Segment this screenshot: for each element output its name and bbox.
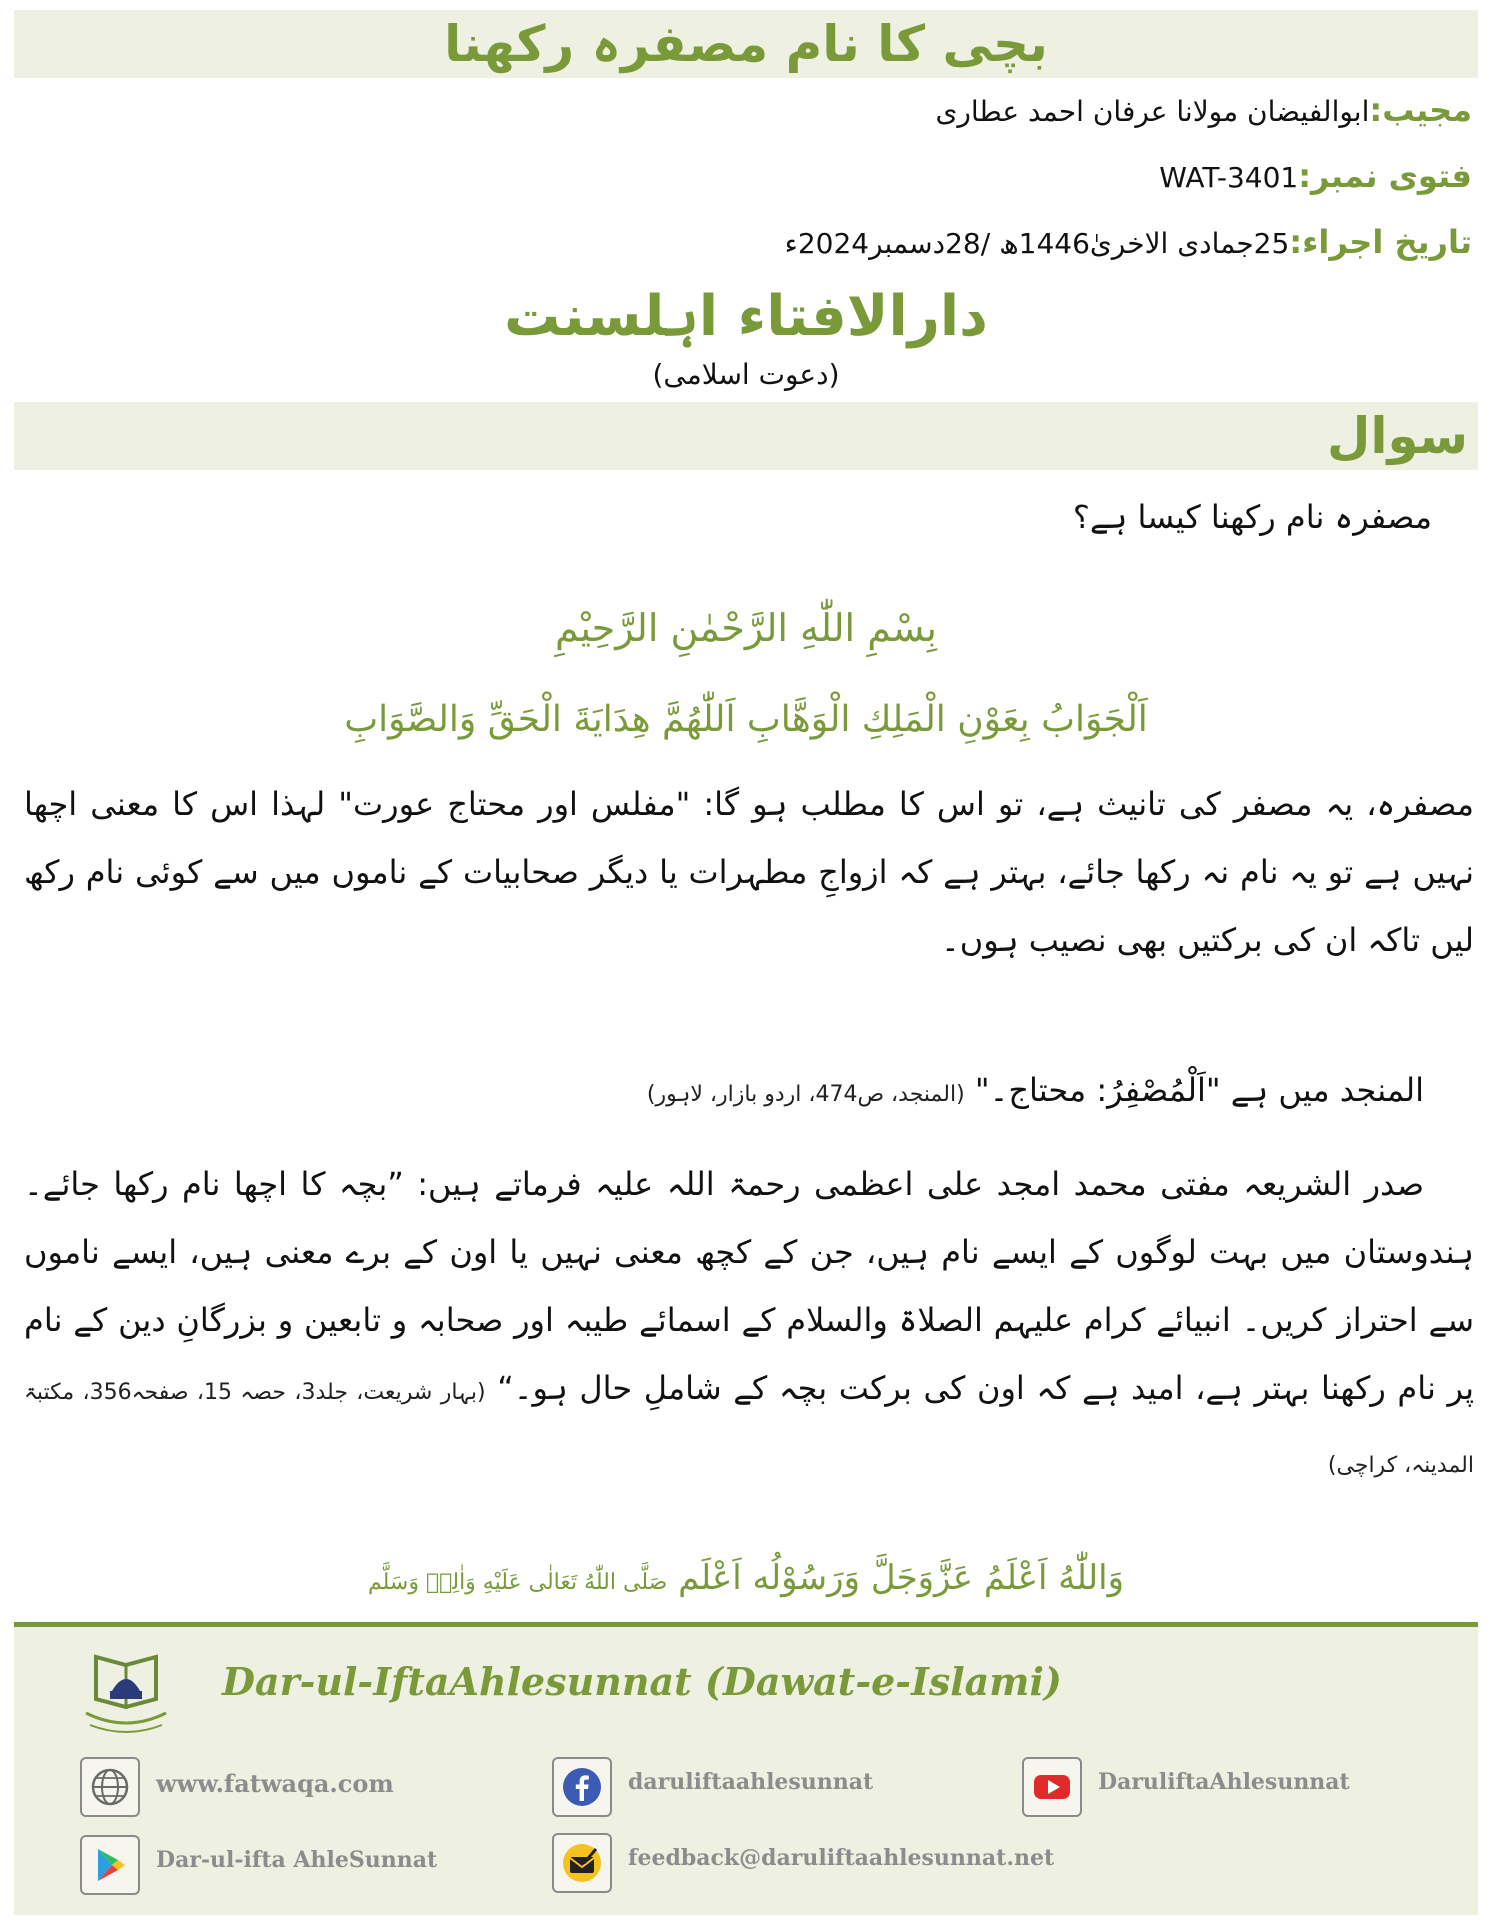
- aljawab-heading: اَلْجَوَابُ بِعَوْنِ الْمَلِكِ الْوَهَّابِ اَللّٰهُمَّ هِدَايَةَ الْحَقِّ وَالصَّوَابِ: [344, 699, 1148, 740]
- answer-paragraph-2: [24, 1062, 1474, 1123]
- paragraph-2-reference: (المنجد، ص474، اردو بازار، لاہور): [646, 1082, 965, 1107]
- paragraph-3-reference: (بہار شریعت، جلد3، حصہ 15، صفحہ356، مکتبۃ المدینہ، کراچی): [24, 1380, 1474, 1478]
- fatwa-line: [372, 156, 1472, 198]
- playstore-text: Dar-ul-ifta AhleSunnat: [156, 1847, 438, 1873]
- email-icon: [552, 1833, 612, 1893]
- footer-title: Dar-ul-IftaAhlesunnat (Dawat-e-Islami): [222, 1659, 1062, 1704]
- website-text: www.fatwaqa.com: [156, 1769, 394, 1798]
- globe-icon: [80, 1757, 140, 1817]
- facebook-text: daruliftaahlesunnat: [628, 1769, 874, 1795]
- org-name: دارالافتاء اہلسنت: [504, 284, 988, 349]
- youtube-icon: [1022, 1757, 1082, 1817]
- dar-ul-ifta-logo: [66, 1647, 186, 1747]
- answer-paragraph-3: [24, 1150, 1474, 1500]
- closing-main: وَاللّٰهُ اَعْلَمُ عَزَّوَجَلَّ وَرَسُوْلُه اَعْلَم: [678, 1558, 1124, 1598]
- email-text: feedback@daruliftaahlesunnat.net: [628, 1845, 1055, 1871]
- paragraph-3-text: صدر الشریعہ مفتی محمد امجد علی اعظمی رحمۃ اللہ علیہ فرماتے ہیں: ”بچہ کا اچھا نام رکھا جائے۔ ہندوستان میں بہت لوگوں کے ایسے نام ہیں، جن کے کچھ معنی نہیں یا اون کے برے معنی ہیں، ایسے ناموں سے احتراز کریں۔ انبیائے کرام علیہم الصلاۃ والسلام کے اسمائے طیبہ اور صحابہ و تابعین و بزرگانِ دین کے نام پر نام رکھنا بہتر ہے، امید ہے کہ اون کی برکت بچہ کے شاملِ حال ہو۔“: [24, 1165, 1475, 1407]
- section-bar: [14, 402, 1478, 470]
- date-line: [372, 222, 1472, 264]
- question-text: مصفرہ نام رکھنا کیسا ہے؟: [1072, 498, 1432, 536]
- answer-paragraph-1: مصفرہ، یہ مصفر کی تانیث ہے، تو اس کا مطلب ہو گا: "مفلس اور محتاج عورت" لہذا اس کا معنی اچھا نہیں ہے تو یہ نام نہ رکھا جائے، بہتر ہے کہ ازواجِ مطہرات یا دیگر صحابیات کے ناموں میں سے کوئی نام رکھ لیں تاکہ ان کی برکتیں بھی نصیب ہوں۔: [24, 785, 1475, 959]
- mujeeb-label: مجیب:: [1369, 91, 1472, 129]
- section-heading: سوال: [1326, 407, 1468, 465]
- title-bar: [14, 10, 1478, 78]
- org-sub: (دعوت اسلامی): [652, 358, 840, 391]
- paragraph-2-text: المنجد میں ہے "اَلْمُصْفِرُ: محتاج۔": [974, 1071, 1424, 1109]
- mujeeb-value: ابوالفیضان مولانا عرفان احمد عطاری: [935, 95, 1370, 128]
- date-label: تاریخ اجراء:: [1289, 223, 1472, 261]
- fatwa-label: فتوی نمبر:: [1298, 157, 1472, 195]
- closing-small: صَلَّی اللّٰهُ تَعَالٰی عَلَيْهِ وَاٰلِهٖ وَسَلَّم: [367, 1570, 668, 1595]
- date-value: 25جمادی الاخریٰ1446ھ /28دسمبر2024ء: [784, 227, 1290, 260]
- mujeeb-line: [372, 90, 1472, 132]
- youtube-text: DaruliftaAhlesunnat: [1098, 1769, 1350, 1795]
- fatwa-value: WAT-3401: [1159, 161, 1299, 194]
- facebook-icon: [552, 1757, 612, 1817]
- footer: [14, 1622, 1478, 1915]
- closing-phrase: [0, 1548, 1492, 1613]
- play-store-icon: [80, 1835, 140, 1895]
- bismillah: بِسْمِ اللّٰهِ الرَّحْمٰنِ الرَّحِيْمِ: [555, 606, 937, 650]
- page-title: بچی کا نام مصفرہ رکھنا: [444, 15, 1048, 73]
